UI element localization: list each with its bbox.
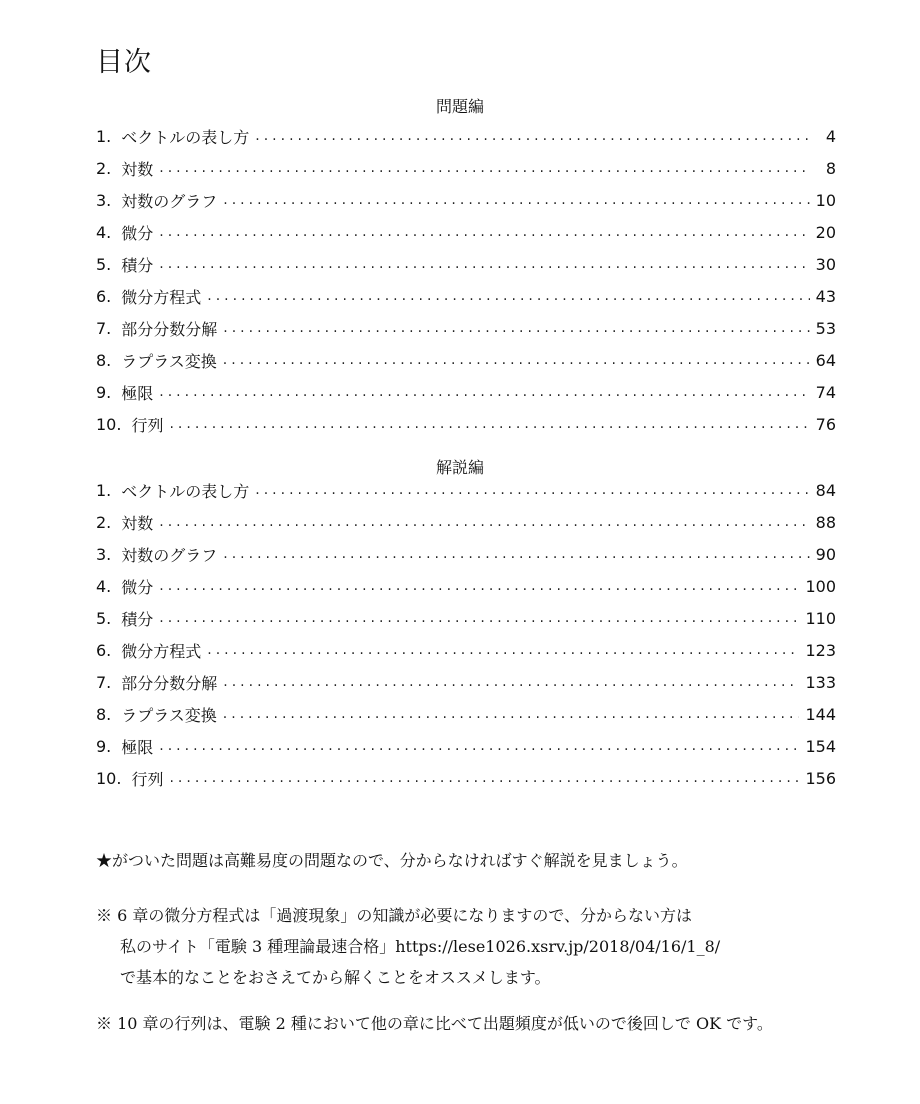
toc-entry-page: 8	[825, 158, 836, 178]
toc-entry[interactable]	[96, 666, 836, 698]
toc-entry-number: 9.	[96, 736, 112, 756]
chapter6-note	[96, 900, 836, 993]
toc-entry-page: 20	[815, 222, 836, 242]
toc-entry[interactable]	[96, 184, 836, 216]
star-note-text: ★がついた問題は高難易度の問題なので、分からなければすぐ解説を見ましょう。	[96, 851, 688, 870]
toc-entry-title: 積分	[121, 255, 154, 275]
toc-entry[interactable]	[96, 152, 836, 184]
toc-entry[interactable]	[96, 474, 836, 506]
toc-entry-page: 43	[815, 286, 836, 306]
toc-dot-leader	[159, 384, 809, 400]
toc-entry-title: 微分	[121, 577, 154, 597]
toc-dot-leader	[223, 546, 809, 562]
toc-dot-leader	[159, 738, 799, 754]
toc-dot-leader	[159, 514, 809, 530]
toc-entry-number: 10.	[96, 414, 122, 434]
toc-entry-number: 8.	[96, 350, 112, 370]
toc-dot-leader	[223, 674, 799, 690]
toc-entry[interactable]	[96, 344, 836, 376]
toc-entry-page: 90	[815, 544, 836, 564]
toc-entry[interactable]	[96, 602, 836, 634]
toc-entry-number: 4.	[96, 222, 112, 242]
toc-entry-page: 84	[815, 480, 836, 500]
toc-dot-leader	[159, 610, 799, 626]
toc-entry-title: 部分分数分解	[121, 319, 218, 339]
toc-entry-number: 7.	[96, 318, 112, 338]
toc-dot-leader	[159, 578, 799, 594]
solutions-toc-list	[96, 474, 836, 794]
toc-entry-page: 88	[815, 512, 836, 532]
chapter6-note-line3: で基本的なことをおさえてから解くことをオススメします。	[120, 968, 551, 987]
toc-entry-page: 156	[805, 768, 836, 788]
toc-entry-number: 2.	[96, 158, 112, 178]
toc-entry-title: 微分	[121, 223, 154, 243]
toc-entry-number: 3.	[96, 544, 112, 564]
toc-entry-page: 154	[805, 736, 836, 756]
toc-dot-leader	[255, 482, 809, 498]
toc-entry[interactable]	[96, 570, 836, 602]
toc-entry-page: 144	[805, 704, 836, 724]
toc-entry[interactable]	[96, 730, 836, 762]
toc-entry-page: 100	[805, 576, 836, 596]
toc-dot-leader	[207, 288, 809, 304]
toc-entry[interactable]	[96, 408, 836, 440]
toc-dot-leader	[223, 192, 809, 208]
toc-dot-leader	[169, 770, 799, 786]
toc-entry-title: 対数のグラフ	[121, 191, 218, 211]
toc-dot-leader	[223, 352, 810, 368]
toc-entry-title: 行列	[131, 415, 164, 435]
star-note	[96, 845, 836, 876]
toc-entry-title: 対数	[121, 159, 154, 179]
toc-entry[interactable]	[96, 698, 836, 730]
toc-entry[interactable]	[96, 506, 836, 538]
toc-dot-leader	[159, 160, 810, 176]
toc-dot-leader	[159, 256, 809, 272]
toc-entry-title: 対数のグラフ	[121, 545, 218, 565]
toc-entry-title: 対数	[121, 513, 154, 533]
toc-entry-number: 6.	[96, 640, 112, 660]
toc-entry-title: 積分	[121, 609, 154, 629]
toc-entry-number: 4.	[96, 576, 112, 596]
toc-entry-page: 110	[805, 608, 836, 628]
toc-entry-title: ラプラス変換	[121, 705, 217, 725]
toc-entry-number: 1.	[96, 126, 112, 146]
toc-dot-leader	[207, 642, 799, 658]
toc-entry[interactable]	[96, 280, 836, 312]
toc-entry[interactable]	[96, 762, 836, 794]
toc-entry-number: 10.	[96, 768, 122, 788]
chapter10-note	[96, 1008, 836, 1039]
toc-entry[interactable]	[96, 376, 836, 408]
toc-dot-leader	[159, 224, 809, 240]
toc-entry-title: 行列	[131, 769, 164, 789]
toc-entry[interactable]	[96, 216, 836, 248]
toc-entry[interactable]	[96, 312, 836, 344]
toc-entry-page: 133	[805, 672, 836, 692]
toc-entry-page: 53	[815, 318, 836, 338]
toc-entry-page: 123	[805, 640, 836, 660]
toc-dot-leader	[223, 320, 809, 336]
toc-entry-number: 6.	[96, 286, 112, 306]
toc-entry-number: 3.	[96, 190, 112, 210]
toc-entry-page: 64	[815, 350, 836, 370]
toc-entry-number: 5.	[96, 608, 112, 628]
toc-entry-page: 4	[825, 126, 836, 146]
toc-dot-leader	[255, 128, 810, 144]
toc-dot-leader	[223, 706, 800, 722]
chapter10-note-text: ※ 10 章の行列は、電験 2 種において他の章に比べて出題頻度が低いので後回しで OK です。	[96, 1014, 773, 1033]
toc-entry-title: 極限	[121, 737, 154, 757]
page-title: 目次	[96, 47, 152, 78]
toc-entry-title: 微分方程式	[121, 641, 202, 661]
toc-entry-number: 5.	[96, 254, 112, 274]
toc-entry-title: 部分分数分解	[121, 673, 218, 693]
problems-toc-list	[96, 120, 836, 440]
toc-entry-title: 微分方程式	[121, 287, 202, 307]
toc-entry-number: 1.	[96, 480, 112, 500]
toc-entry[interactable]	[96, 120, 836, 152]
toc-entry-page: 76	[815, 414, 836, 434]
toc-entry-title: ベクトルの表し方	[121, 481, 250, 501]
toc-entry-number: 2.	[96, 512, 112, 532]
toc-entry[interactable]	[96, 634, 836, 666]
toc-entry-page: 30	[815, 254, 836, 274]
toc-entry-title: 極限	[121, 383, 154, 403]
toc-entry-title: ラプラス変換	[121, 351, 217, 371]
chapter6-note-line1: ※ 6 章の微分方程式は「過渡現象」の知識が必要になりますので、分からない方は	[96, 906, 693, 925]
chapter6-note-line2: 私のサイト「電験 3 種理論最速合格」https://lese1026.xsrv.jp/2018/04/16/1_8/	[120, 937, 721, 956]
toc-entry-page: 74	[815, 382, 836, 402]
toc-entry-number: 7.	[96, 672, 112, 692]
problems-heading: 問題編	[435, 97, 484, 116]
toc-entry[interactable]	[96, 248, 836, 280]
toc-entry[interactable]	[96, 538, 836, 570]
toc-entry-title: ベクトルの表し方	[121, 127, 250, 147]
solutions-heading: 解説編	[435, 458, 484, 477]
toc-entry-number: 8.	[96, 704, 112, 724]
toc-entry-number: 9.	[96, 382, 112, 402]
toc-dot-leader	[169, 416, 809, 432]
toc-entry-page: 10	[815, 190, 836, 210]
